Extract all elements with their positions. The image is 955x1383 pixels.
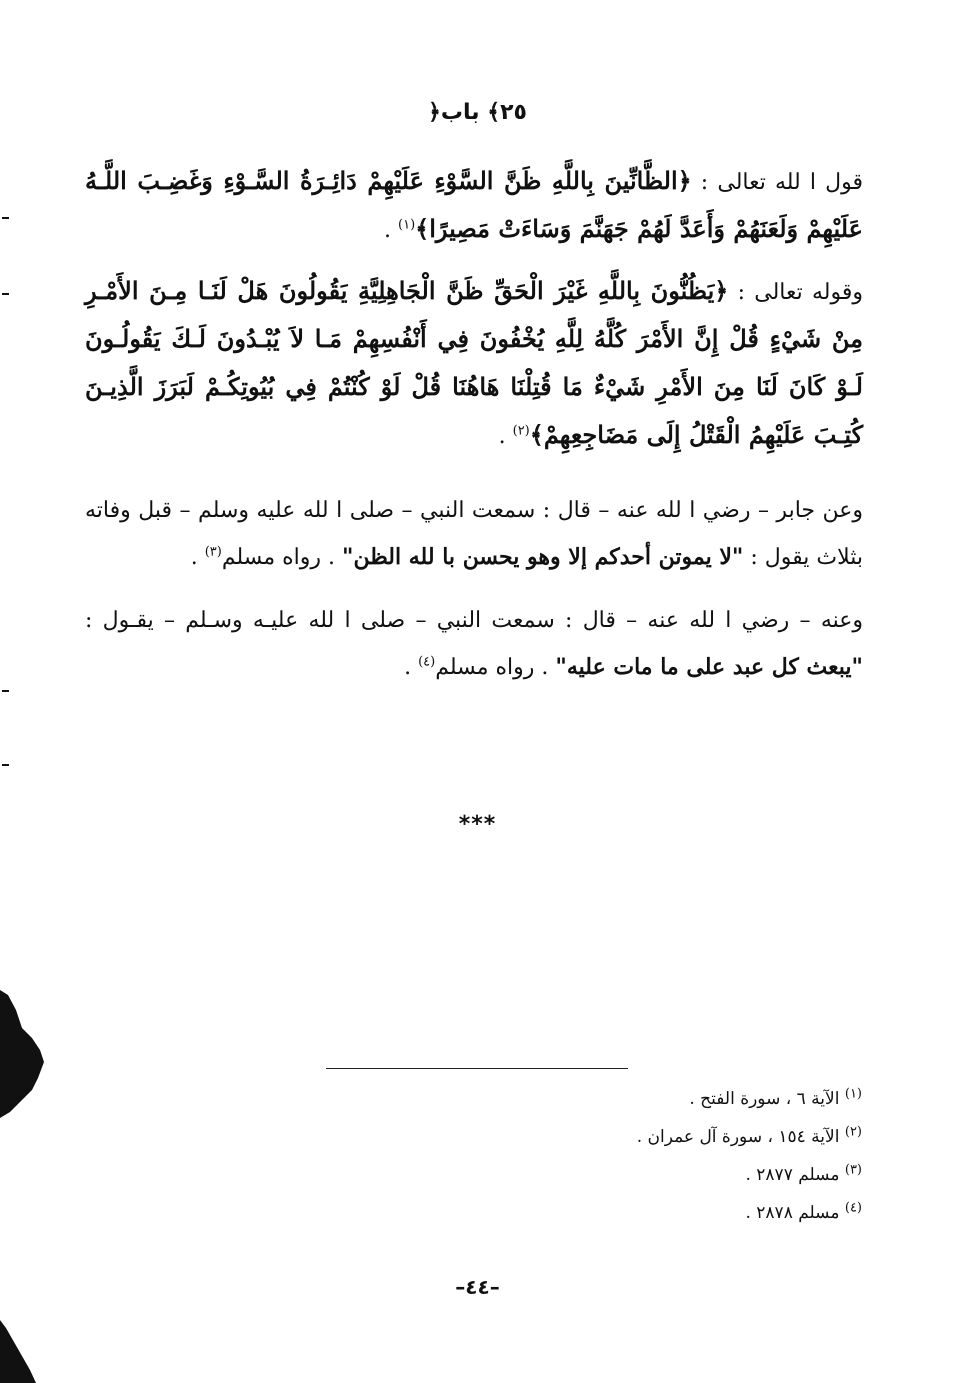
paragraph-1-tail: .	[384, 218, 399, 243]
paragraph-2-tail: .	[498, 424, 513, 449]
paragraph-1-intro: قول ا لله تعالى :	[691, 170, 863, 195]
paragraph-3-attribution: . رواه مسلم	[221, 545, 343, 570]
footnote-4-text: مسلم ٢٨٧٨ .	[745, 1203, 845, 1223]
quran-verse-1: ﴿الظَّانِّينَ بِاللَّهِ ظَنَّ السَّوْءِ عَلَيْهِمْ دَائِـرَةُ السَّـوْءِ وَغَضِـبَ اللَّـهُ عَلَيْهِمْ وَلَعَنَهُمْ وَأَعَدَّ لَهُمْ جَهَنَّمَ وَسَاءَتْ مَصِيرًا﴾	[85, 166, 863, 243]
footnote-1	[500, 1080, 862, 1118]
scan-shadow-lower	[0, 1320, 40, 1383]
footnote-4-number: (٤)	[844, 1200, 862, 1216]
hadith-quote-1: "لا يموتن أحدكم إلا وهو يحسن با لله الظن"	[342, 544, 744, 570]
footnote-1-number: (١)	[844, 1086, 862, 1102]
footnote-ref-2: (٢)	[512, 423, 530, 439]
paragraph-2	[85, 268, 863, 460]
scan-edge-mark	[2, 690, 9, 692]
scan-edge-mark	[2, 217, 9, 219]
footnote-2-number: (٢)	[844, 1124, 862, 1140]
footnote-1-text: الآية ٦ ، سورة الفتح .	[689, 1089, 845, 1109]
paragraph-3	[85, 488, 863, 581]
footnote-3-number: (٣)	[844, 1162, 862, 1178]
paragraph-4-attribution: . رواه مسلم	[435, 655, 556, 680]
footnote-2	[500, 1118, 862, 1156]
page-number: –٤٤–	[455, 1275, 500, 1299]
paragraph-4-tail: .	[404, 655, 419, 680]
footnote-3	[500, 1156, 862, 1194]
section-separator: ***	[458, 812, 497, 837]
footnote-ref-4: (٤)	[418, 654, 436, 670]
footnote-rule	[326, 1068, 628, 1069]
paragraph-3-tail: .	[190, 545, 205, 570]
paragraph-4	[85, 598, 863, 691]
scan-shadow-upper	[0, 990, 60, 1120]
footnote-ref-1: (١)	[398, 217, 416, 233]
paragraph-4-intro: وعنه – رضي ا لله عنه – قال : سمعت النبي – صلى ا لله عليـه وسـلم – يقـول :	[85, 608, 863, 633]
footnote-4	[500, 1194, 862, 1232]
footnotes	[500, 1080, 862, 1232]
quran-verse-2: ﴿يَظُنُّونَ بِاللَّهِ غَيْرَ الْحَقِّ ظَنَّ الْجَاهِلِيَّةِ يَقُولُونَ هَلْ لَنَـا مِـنَ الأَمْـرِ مِنْ شَيْءٍ قُلْ إِنَّ الأَمْرَ كُلَّهُ لِلَّهِ يُخْفُونَ فِي أَنْفُسِهِمْ مَـا لاَ يُبْـدُونَ لَـكَ يَقُولُـونَ لَـوْ كَانَ لَنَا مِنَ الأَمْرِ شَيْءٌ مَا قُتِلْنَا هَاهُنَا قُلْ لَوْ كُنْتُمْ فِي بُيُوتِكُـمْ لَبَرَزَ الَّذِيـنَ كُتِـبَ عَلَيْهِمُ الْقَتْلُ إِلَى مَضَاجِعِهِمْ﴾	[85, 276, 863, 449]
hadith-quote-2: "يبعث كل عبد على ما مات عليه"	[555, 654, 863, 680]
scan-edge-mark	[2, 293, 9, 295]
chapter-title: ﴿٢٥﴾ باب	[428, 100, 527, 125]
footnote-3-text: مسلم ٢٨٧٧ .	[745, 1165, 845, 1185]
paragraph-2-intro: وقوله تعالى :	[728, 280, 863, 305]
footnote-ref-3: (٣)	[204, 544, 222, 560]
paragraph-1	[85, 158, 863, 254]
footnote-2-text: الآية ١٥٤ ، سورة آل عمران .	[636, 1127, 845, 1147]
paragraph-3-intro: وعن جابر – رضي ا لله عنه – قال : سمعت النبي – صلى ا لله عليه وسلم – قبل وفاته بثلاث يقول :	[85, 498, 863, 570]
scan-edge-mark	[2, 764, 9, 766]
